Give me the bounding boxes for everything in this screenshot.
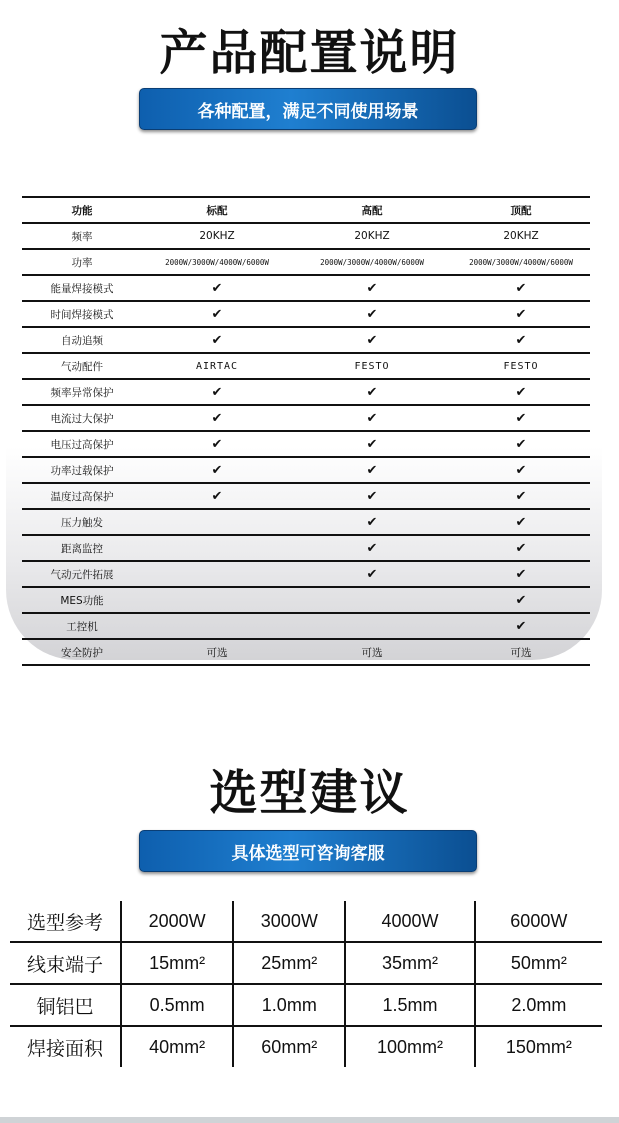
check-mark-icon: ✔ xyxy=(292,561,452,587)
check-mark-icon: ✔ xyxy=(452,509,590,535)
config-feature-label: 能量焊接模式 xyxy=(22,275,142,301)
selection-value: 2000W xyxy=(121,901,233,942)
config-header-cell: 顶配 xyxy=(452,197,590,223)
config-header-cell: 标配 xyxy=(142,197,292,223)
check-mark-icon: ✔ xyxy=(452,613,590,639)
config-feature-label: 电流过大保护 xyxy=(22,405,142,431)
check-mark-icon: ✔ xyxy=(292,327,452,353)
selection-table xyxy=(10,901,602,1067)
config-row xyxy=(22,509,590,535)
check-mark-icon xyxy=(142,535,292,561)
config-feature-label: 时间焊接模式 xyxy=(22,301,142,327)
check-mark-icon: ✔ xyxy=(292,431,452,457)
selection-title: 选型建议 xyxy=(209,765,410,821)
check-mark-icon xyxy=(142,509,292,535)
config-feature-label: 温度过高保护 xyxy=(22,483,142,509)
config-row xyxy=(22,327,590,353)
check-mark-icon: ✔ xyxy=(292,509,452,535)
check-mark-icon: ✔ xyxy=(292,405,452,431)
check-mark-icon: ✔ xyxy=(292,535,452,561)
check-mark-icon: ✔ xyxy=(142,457,292,483)
selection-value: 15mm² xyxy=(121,942,233,984)
config-value: FESTO xyxy=(292,353,452,379)
config-value: 可选 xyxy=(452,639,590,665)
config-row xyxy=(22,431,590,457)
check-mark-icon: ✔ xyxy=(292,379,452,405)
config-row xyxy=(22,353,590,379)
config-row xyxy=(22,613,590,639)
check-mark-icon: ✔ xyxy=(142,431,292,457)
selection-value: 6000W xyxy=(475,901,602,942)
check-mark-icon: ✔ xyxy=(452,405,590,431)
selection-row-label: 铜铝巴 xyxy=(10,984,121,1026)
config-value: 2000W/3000W/4000W/6000W xyxy=(452,249,590,275)
config-banner: 各种配置，满足不同使用场景 xyxy=(139,88,477,130)
selection-value: 1.5mm xyxy=(345,984,474,1026)
check-mark-icon: ✔ xyxy=(142,275,292,301)
selection-value: 4000W xyxy=(345,901,474,942)
check-mark-icon: ✔ xyxy=(142,327,292,353)
config-feature-label: 安全防护 xyxy=(22,639,142,665)
selection-row xyxy=(10,1026,602,1067)
selection-value: 35mm² xyxy=(345,942,474,984)
config-feature-label: 功率 xyxy=(22,249,142,275)
config-row xyxy=(22,587,590,613)
check-mark-icon: ✔ xyxy=(452,301,590,327)
check-mark-icon: ✔ xyxy=(452,275,590,301)
config-header-cell: 功能 xyxy=(22,197,142,223)
config-feature-label: 压力触发 xyxy=(22,509,142,535)
selection-value: 50mm² xyxy=(475,942,602,984)
config-feature-label: 气动配件 xyxy=(22,353,142,379)
check-mark-icon xyxy=(292,613,452,639)
config-feature-label: 频率 xyxy=(22,223,142,249)
check-mark-icon: ✔ xyxy=(452,431,590,457)
config-row xyxy=(22,457,590,483)
check-mark-icon: ✔ xyxy=(292,301,452,327)
config-value: 20KHZ xyxy=(452,223,590,249)
check-mark-icon: ✔ xyxy=(452,483,590,509)
check-mark-icon xyxy=(292,587,452,613)
check-mark-icon: ✔ xyxy=(452,587,590,613)
config-feature-label: 工控机 xyxy=(22,613,142,639)
selection-value: 60mm² xyxy=(233,1026,345,1067)
selection-value: 40mm² xyxy=(121,1026,233,1067)
check-mark-icon: ✔ xyxy=(452,457,590,483)
config-value: 2000W/3000W/4000W/6000W xyxy=(142,249,292,275)
config-row xyxy=(22,483,590,509)
config-title: 产品配置说明 xyxy=(159,25,460,81)
selection-value: 25mm² xyxy=(233,942,345,984)
check-mark-icon: ✔ xyxy=(452,561,590,587)
config-row xyxy=(22,379,590,405)
config-table xyxy=(22,196,590,666)
config-feature-label: 距离监控 xyxy=(22,535,142,561)
config-row xyxy=(22,405,590,431)
config-value: 20KHZ xyxy=(142,223,292,249)
config-value: FESTO xyxy=(452,353,590,379)
config-row xyxy=(22,275,590,301)
selection-row xyxy=(10,984,602,1026)
check-mark-icon: ✔ xyxy=(142,379,292,405)
selection-row-label: 焊接面积 xyxy=(26,1037,103,1060)
config-feature-label: 气动元件拓展 xyxy=(22,561,142,587)
check-mark-icon xyxy=(142,587,292,613)
config-value: 20KHZ xyxy=(292,223,452,249)
selection-value: 3000W xyxy=(233,901,345,942)
selection-value: 150mm² xyxy=(475,1026,602,1067)
config-row xyxy=(22,249,590,275)
config-row xyxy=(22,639,590,665)
bottom-divider xyxy=(0,1117,619,1123)
selection-row-label: 线束端子 xyxy=(10,942,121,984)
selection-value: 0.5mm xyxy=(121,984,233,1026)
config-feature-label: 电压过高保护 xyxy=(22,431,142,457)
selection-row xyxy=(10,942,602,984)
config-value: AIRTAC xyxy=(142,353,292,379)
check-mark-icon: ✔ xyxy=(142,301,292,327)
check-mark-icon: ✔ xyxy=(292,483,452,509)
check-mark-icon: ✔ xyxy=(452,535,590,561)
check-mark-icon: ✔ xyxy=(452,379,590,405)
config-feature-label: MES功能 xyxy=(22,587,142,613)
config-feature-label: 功率过载保护 xyxy=(22,457,142,483)
config-row xyxy=(22,301,590,327)
selection-value: 2.0mm xyxy=(475,984,602,1026)
config-feature-label: 频率异常保护 xyxy=(22,379,142,405)
check-mark-icon: ✔ xyxy=(452,327,590,353)
config-feature-label: 自动追频 xyxy=(22,327,142,353)
selection-row xyxy=(10,901,602,942)
config-header-cell: 高配 xyxy=(292,197,452,223)
selection-row-label: 选型参考 xyxy=(10,901,121,942)
config-row xyxy=(22,535,590,561)
config-value: 可选 xyxy=(292,639,452,665)
config-value: 可选 xyxy=(142,639,292,665)
check-mark-icon: ✔ xyxy=(292,457,452,483)
config-row xyxy=(22,561,590,587)
check-mark-icon: ✔ xyxy=(142,405,292,431)
check-mark-icon: ✔ xyxy=(142,483,292,509)
check-mark-icon xyxy=(142,561,292,587)
check-mark-icon xyxy=(142,613,292,639)
selection-banner: 具体选型可咨询客服 xyxy=(139,830,477,872)
config-value: 2000W/3000W/4000W/6000W xyxy=(292,249,452,275)
selection-value: 100mm² xyxy=(345,1026,474,1067)
config-header-row xyxy=(22,197,590,223)
check-mark-icon: ✔ xyxy=(292,275,452,301)
selection-value: 1.0mm xyxy=(233,984,345,1026)
config-row xyxy=(22,223,590,249)
